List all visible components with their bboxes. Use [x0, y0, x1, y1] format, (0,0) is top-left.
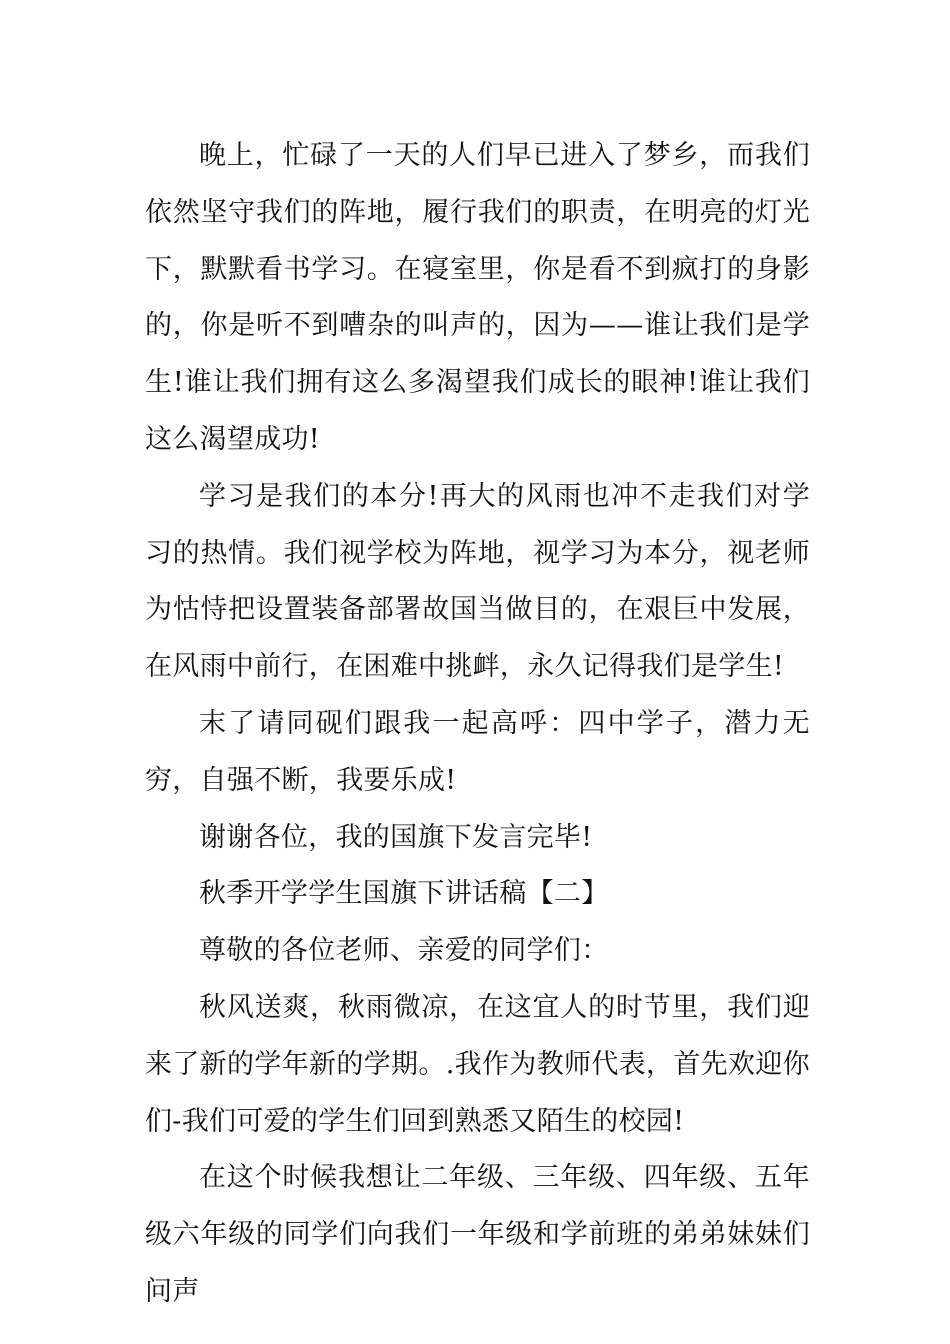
paragraph: 谢谢各位，我的国旗下发言完毕!: [199, 821, 593, 853]
salutation: 尊敬的各位老师、亲爱的同学们：: [199, 935, 609, 967]
paragraph: 在这个时候我想让二年级、三年级、四年级、五年级六年级的同学们向我们一年级和学前班的弟弟妹妹们问声: [145, 1162, 810, 1307]
paragraph: 末了请同砚们跟我一起高呼：四中学子，潜力无穷，自强不断，我要乐成!: [145, 707, 810, 796]
section-heading: 秋季开学学生国旗下讲话稿【二】: [199, 878, 609, 910]
paragraph: 晚上，忙碌了一天的人们早已进入了梦乡，而我们依然坚守我们的阵地，履行我们的职责，在明亮的灯光下，默默看书学习。在寝室里，你是看不到疯打的身影的，你是听不到嘈杂的叫声的，因为——谁让我们是学生!谁让我们拥有这么多渴望我们成长的眼神!谁让我们这么渴望成功!: [145, 140, 810, 455]
document-body: [145, 128, 810, 1321]
paragraph: 学习是我们的本分!再大的风雨也冲不走我们对学习的热情。我们视学校为阵地，视学习为本分，视老师为怙恃把设置装备部署故国当做目的，在艰巨中发展，在风雨中前行，在困难中挑衅，永久记得我们是学生!: [145, 480, 810, 683]
paragraph: 秋风送爽，秋雨微凉，在这宜人的时节里，我们迎来了新的学年新的学期。.我作为教师代表，首先欢迎你们-我们可爱的学生们回到熟悉又陌生的校园!: [145, 991, 810, 1137]
